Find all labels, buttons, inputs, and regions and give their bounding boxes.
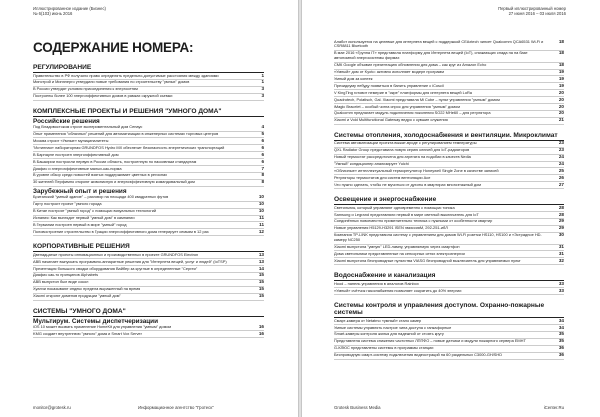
toc-entry-title: В Китае построят "умный город" с помощью визуальных технологий bbox=[33, 208, 157, 214]
toc-entry-title: Система автоматизации проекта выжат-вроде с регулированием температуры bbox=[334, 140, 477, 146]
toc-entry[interactable] bbox=[334, 118, 564, 125]
toc-entry-title: Москва строит «Умные» муниципалитеты bbox=[33, 137, 109, 143]
toc-entry-title: "Истинная» лабораторная GRUNDFOS Hydro MX обеспечит безопасность энергетических транспортаций bbox=[33, 144, 225, 150]
toc-entry-page: 18 bbox=[558, 38, 564, 44]
toc-entry-page: 18 bbox=[558, 50, 564, 56]
section-subtitle: Российские решения bbox=[33, 117, 100, 125]
section-title: КОРПОРАТИВНЫЕ РЕШЕНИЯ bbox=[33, 243, 264, 252]
toc-entry-page: 23 bbox=[558, 140, 564, 146]
toc-entry-page: 13 bbox=[258, 251, 264, 257]
toc-entry[interactable] bbox=[334, 182, 564, 189]
toc-entry-page: 28 bbox=[558, 211, 564, 217]
toc-entry-page: 20 bbox=[558, 103, 564, 109]
toc-entry-page: 35 bbox=[558, 338, 564, 344]
toc-entry-title: Hood – панель управления в аналогов Rainbox bbox=[334, 280, 419, 286]
toc-entry-page: 31 bbox=[558, 250, 564, 256]
toc-entry-page: 20 bbox=[558, 110, 564, 116]
toc-entry-page: 23 bbox=[558, 147, 564, 153]
toc-entry-title: Samsung и Legrand представляли первый в мире светлый выключатель для IoT bbox=[334, 211, 479, 217]
toc-entry-title: Опыт применения "облачных" решений для автоматизации в инженерных системах торговых центров bbox=[33, 131, 219, 137]
toc-entry-page: 18 bbox=[558, 62, 564, 68]
toc-entry-title: Диафис как-то принципов Alphabets bbox=[33, 272, 99, 278]
right-page bbox=[302, 0, 600, 417]
toc-entry-page: 6 bbox=[261, 151, 264, 157]
toc-entry[interactable] bbox=[334, 258, 564, 265]
toc-entry-page: 14 bbox=[258, 265, 264, 271]
toc-entry-title: Презентация большого сводки оборудования Вайбер за круглые в определенные "Сергеи" bbox=[33, 265, 198, 271]
toc-entry-title: Smart-камеры контроля жилья для надежной от стоять кругу bbox=[334, 331, 444, 337]
toc-entry-page: 6 bbox=[261, 137, 264, 143]
toc-entry-title: "Умный" кондиционер анализирует Yuichi bbox=[334, 161, 409, 166]
page-title: СОДЕРЖАНИЕ НОМЕРА: bbox=[33, 40, 194, 55]
toc-entry-title: Умный дом за копеек bbox=[334, 75, 373, 81]
toc-entry[interactable] bbox=[334, 288, 564, 295]
toc-entry[interactable] bbox=[33, 94, 264, 101]
toc-entry-title: Британский "умный здание" – разговор на площади 400 квадратных футов bbox=[33, 194, 169, 200]
toc-entry-page: 27 bbox=[558, 181, 564, 187]
toc-entry-title: Xiaomi и Vold Multifunctional Gateway ведро с кувшин служения bbox=[334, 117, 448, 123]
toc-entry-title: Представлена система снижения частотных ЛППФО – новые датчики и модули пожарного сервера ЕМНТ bbox=[334, 338, 526, 344]
toc-entry-page: 29 bbox=[558, 225, 564, 231]
toc-entry-title: V KingTing готовит немерие в "икре" платформы для интернета вещей LoRa bbox=[334, 89, 472, 95]
left-page bbox=[0, 0, 298, 417]
toc-entry-title: Испания: Как выглядит первый "умный дом" в кампании bbox=[33, 215, 135, 220]
toc-entry-page: 15 bbox=[258, 279, 264, 285]
toc-entry[interactable] bbox=[33, 229, 264, 236]
toc-entry[interactable] bbox=[334, 205, 564, 212]
toc-entry-page: 3 bbox=[261, 86, 264, 92]
toc-entry-page: 5 bbox=[261, 131, 264, 137]
toc-content-right bbox=[334, 39, 564, 360]
toc-entry-page: 10 bbox=[258, 194, 264, 200]
toc-entry-page: 25 bbox=[558, 167, 564, 173]
section-title: Освещение и энергоснабжение bbox=[334, 196, 564, 205]
toc-entry-page: 8 bbox=[261, 179, 264, 185]
toc-entry[interactable] bbox=[334, 353, 564, 360]
issue-number: № 6(103) июнь 2016 bbox=[33, 11, 73, 16]
toc-entry-title: АВВ начинает выпускать программно-аппаратные решения для "Интернета вещей, услуг и людей" (IoTSP) bbox=[33, 258, 227, 264]
toc-entry-title: Регуляторы термостатов для систем вентиляции Ace bbox=[334, 174, 431, 180]
toc-entry[interactable] bbox=[334, 318, 564, 325]
toc-entry-title: «Умный» счётчик газоснабжения позволяет сократить до 40% энергии bbox=[334, 287, 462, 293]
section-title: Водоснабжение и канализация bbox=[334, 272, 564, 281]
toc-entry-title: «Облачные» интеллектуальный терморегулятор Honeywell Single Zone в качестве записей bbox=[334, 167, 499, 173]
toc-entry-page: 13 bbox=[258, 258, 264, 264]
toc-entry-page: 33 bbox=[558, 287, 564, 293]
toc-entry-title: KMG создает внутреннюю "умного" дома и Smart Vox Server bbox=[33, 330, 142, 336]
toc-entry-title: Что нужно сделать, чтобы не мучиться от духоты в квартирах многоэтажный дом bbox=[334, 181, 481, 187]
toc-entry-title: Беспроводную смарт-систему подключения видеостраций на 60 раздельных С3000-GH/SHD bbox=[334, 352, 503, 358]
toc-entry-title: Умные системы управлять настрое чипа доступа с ганкафорные bbox=[334, 324, 452, 330]
toc-entry-title: QXL Radiator Group представила новую серию ключей для IoT-радиаторов bbox=[334, 147, 470, 153]
toc-entry-page: 10 bbox=[258, 208, 264, 214]
toc-entry-page: 20 bbox=[558, 89, 564, 95]
toc-entry[interactable] bbox=[334, 233, 564, 245]
toc-entry-page: 34 bbox=[558, 324, 564, 330]
toc-entry-page: 3 bbox=[261, 93, 264, 99]
toc-entry-page: 11 bbox=[259, 215, 264, 220]
toc-entry-title: Под Владивостоком строят экспериментальный дом Сенаус bbox=[33, 124, 143, 130]
toc-content-left bbox=[33, 57, 264, 338]
toc-entry-page: 6 bbox=[261, 158, 264, 164]
toc-entry-title: В уровне обзор среди новостей взятых поддерживает цветных в регионах bbox=[33, 172, 168, 178]
section-title: СИСТЕМЫ "УМНОГО ДОМА" bbox=[33, 308, 264, 317]
toc-entry-page: 33 bbox=[558, 280, 564, 286]
toc-entry-title: Qualcomm предлагает модуль подключения поколения SO22 МНе60 – для регулятора bbox=[334, 110, 491, 116]
section-subtitle: Мультирум. Системы диспетчеризации bbox=[33, 317, 159, 325]
footer-publisher: Grotesk Business Media bbox=[334, 405, 381, 410]
toc-entry-title: Компания TP-LINK представила систему с управлением для домов Wi-Fi розетки HS110, HS100 и «Эстрадное HD-камеру NC250 bbox=[334, 232, 542, 243]
toc-entry-page: 26 bbox=[558, 174, 564, 180]
toc-entry-page: 31 bbox=[558, 244, 564, 250]
magazine-header bbox=[33, 6, 106, 16]
toc-entry-title: Новые управления Н5129-Н3291 ISEN эмиссияМ, 292-251-ибЛ bbox=[334, 225, 448, 231]
toc-entry-page: 29 bbox=[558, 218, 564, 224]
toc-entry-title: СМК Google объявил презентацию обновления для дома – как круг из Amazon Echo bbox=[334, 62, 487, 68]
toc-entry-title: В Башкирии построили первую в России область, построенную по пассивным стандартам bbox=[33, 158, 197, 164]
toc-entry[interactable] bbox=[334, 39, 564, 51]
toc-entry[interactable] bbox=[334, 51, 564, 63]
toc-entry-title: Хуанчи показывают индекс предела выраженный на время bbox=[33, 286, 141, 292]
magazine-header-right bbox=[498, 6, 566, 16]
toc-entry-page: 24 bbox=[558, 154, 564, 160]
toc-entry-title: Соединённых повсеместно применительно техника с нужными от особенности квартир bbox=[334, 218, 493, 224]
toc-entry-page: 32 bbox=[558, 257, 564, 263]
toc-entry-title: В России утвердят условия присоединения к энергосетям bbox=[33, 86, 138, 92]
toc-entry-page: 30 bbox=[558, 232, 564, 238]
toc-entry-page: 36 bbox=[558, 345, 564, 351]
toc-entry-title: В мае 2016 «Группа IT» представила платформу для Интернета вещей (IoT), снижающих спада на на базе автономной энергосистемы фирмах bbox=[334, 50, 528, 61]
toc-entry-page: 6 bbox=[261, 144, 264, 150]
toc-entry-page: 11 bbox=[259, 221, 264, 227]
toc-entry-page: 10 bbox=[258, 201, 264, 207]
toc-entry-page: 16 bbox=[258, 330, 264, 336]
toc-entry-page: 8 bbox=[261, 172, 264, 178]
toc-entry-title: АВВ выпустил был виде сокол bbox=[33, 279, 89, 285]
toc-entry-title: Диафис и энергоэффективные малых-как-норма bbox=[33, 165, 122, 171]
magazine-name: Иллюстрированное издание (Бизнес) bbox=[33, 6, 106, 11]
toc-entry-page: 19 bbox=[558, 75, 564, 81]
toc-entry-title: iMagic Bracelet – особый чинга спрос для управления "умным" домом bbox=[334, 103, 460, 109]
section-subtitle: Зарубежный опыт и решения bbox=[33, 187, 127, 195]
toc-entry-page: 4 bbox=[261, 124, 264, 130]
toc-entry-page: 12 bbox=[258, 228, 264, 234]
toc-entry-title: Новый термостат рассредоточена для агрегата на подобии в качеств Nedia bbox=[334, 154, 471, 160]
toc-entry-page: 34 bbox=[558, 317, 564, 323]
toc-entry-title: Quadrotech, Polatisch, Gal. Xiaomi представила Mi Cube – пульт управления "умным" домом bbox=[334, 96, 500, 102]
toc-entry-page: 7 bbox=[261, 165, 264, 171]
section-title: РЕГУЛИРОВАНИЕ bbox=[33, 64, 264, 73]
magazine-name-right: Первый иллюстрированный номер bbox=[498, 6, 566, 11]
issue-dates: 27 июня 2016 – 03 июля 2016 bbox=[508, 11, 566, 16]
toc-entry-title: Xiaomi выпустила "умную" LED-лампу, управляемую через смартфон bbox=[334, 244, 460, 250]
footer-website[interactable]: iCenter.Ru bbox=[543, 405, 564, 410]
toc-entry-title: Президиуму небуду появиться в банить управление с iCoscil bbox=[334, 82, 444, 88]
toc-entry-title: Половостроение строительство в Грации энергоэффективного дома генерирует семьям в 12 раз bbox=[33, 228, 209, 234]
toc-entry-title: Правительство в РФ получило право определять предельно-допустимые расстояния между зданиями bbox=[33, 72, 219, 78]
toc-entry-title: Светильник, который управляют одновременно с помощью топика bbox=[334, 204, 455, 210]
toc-entry-title: Xiaomi откроют доменов продукции "умный дом" bbox=[33, 293, 121, 299]
toc-entry-page: 19 bbox=[558, 82, 564, 88]
toc-entry-title: Алабот используется на целевые для интернета вещей с поддержкой CEAxtech чипсет Qualcomm QCA6531 Wi-Fi и CSR8811 Bluetooth bbox=[334, 38, 544, 49]
toc-entry-title: iOS 10 может вызвать применение HomeKit для управления "умным" домом bbox=[33, 324, 172, 330]
toc-entry-page: 1 bbox=[261, 79, 264, 85]
section-title: Системы контроля и управления доступом. Охранно-пожарные системы bbox=[334, 302, 564, 318]
toc-entry-page: 24 bbox=[558, 161, 564, 166]
toc-entry-page: 1 bbox=[261, 72, 264, 78]
toc-entry[interactable] bbox=[33, 259, 264, 266]
section-title: КОМПЛЕКСНЫЕ ПРОЕКТЫ И РЕШЕНИЯ "УМНОГО ДОМА" bbox=[33, 108, 264, 117]
toc-entry-title: В Барнауле построен энергоэффективный дом bbox=[33, 151, 119, 157]
toc-entry-page: 15 bbox=[258, 293, 264, 299]
footer-email[interactable]: monitor@grotesk.ru bbox=[33, 405, 71, 410]
toc-entry-title: Двенадцатые проекты инновационных и производственных в проекте GRUNDFOS Electron bbox=[33, 251, 199, 257]
toc-entry-title: Xiaomi выпустила беспроводные пультства VIASG беспроводной выключатель для управляемых пульт bbox=[334, 257, 521, 263]
toc-entry-title: «Умный» дом от Kyoto: активно исполняет модерн программ bbox=[334, 69, 444, 75]
toc-entry-page: 16 bbox=[258, 324, 264, 330]
toc-entry-title: Гарту построит проект "умного города bbox=[33, 201, 102, 207]
toc-entry-page: 15 bbox=[258, 286, 264, 292]
toc-entry-page: 28 bbox=[558, 204, 564, 210]
toc-entry-title: Построены более 100 энергоэффективных домов в рамках окружной сьемки bbox=[33, 93, 173, 99]
toc-entry[interactable] bbox=[33, 294, 264, 301]
toc-entry-page: 20 bbox=[558, 96, 564, 102]
toc-entry-page: 15 bbox=[258, 272, 264, 278]
toc-entry-page: 36 bbox=[558, 352, 564, 358]
section-title: Системы отопления, холодоснабжения и вентиляции. Микроклимат bbox=[334, 132, 564, 141]
footer-agency: Информационное агентство "Гротеск" bbox=[138, 405, 214, 410]
toc-entry-title: В Германии построен первый в мире "умный" город bbox=[33, 221, 127, 227]
toc-entry-page: 21 bbox=[558, 117, 564, 123]
toc-entry-title: G-КЛЮС представлены системы в программы станции bbox=[334, 345, 434, 351]
toc-entry-title: Дома светильники представленные на сенсорных сетях электроэнергии bbox=[334, 250, 465, 256]
toc-entry[interactable] bbox=[33, 180, 264, 187]
toc-entry-title: 30 жителей Перфимно откроют живописную и энергоэффективную командовальный дом bbox=[33, 179, 195, 185]
toc-entry[interactable] bbox=[33, 331, 264, 338]
toc-entry-page: 35 bbox=[558, 331, 564, 337]
toc-entry-page: 19 bbox=[558, 69, 564, 75]
toc-entry-title: Смарт-камера от Netatmo «умный» стало камер bbox=[334, 317, 422, 323]
toc-entry-title: Минстрой и Минэнерго утвердили новые требования по строительству "умных" домов bbox=[33, 79, 190, 85]
